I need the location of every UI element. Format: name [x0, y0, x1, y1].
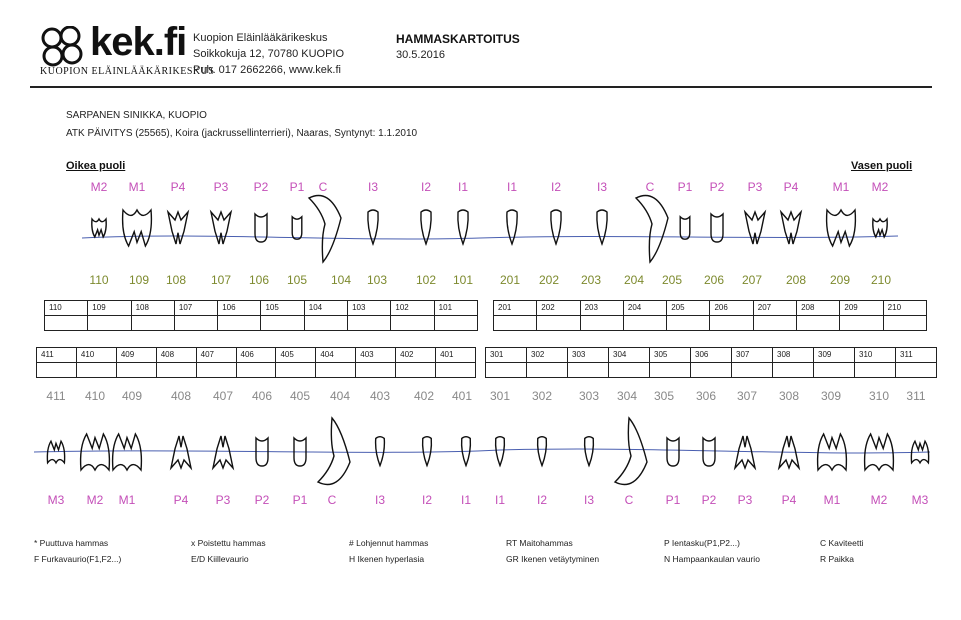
clinic-address: Soikkokuja 12, 70780 KUOPIO	[193, 48, 345, 60]
lower-type-label-15: P1	[665, 493, 681, 507]
upper-type-label-5: P1	[289, 180, 305, 194]
lower-type-label-5: P2	[254, 493, 270, 507]
upper-right-entry-101[interactable]	[434, 316, 477, 331]
upper-left-entry-203[interactable]	[580, 316, 623, 331]
lower-left-cell-304: 304	[609, 348, 650, 363]
lower-right-cell-404: 404	[316, 348, 356, 363]
legend-item-4-0: P Ientasku(P1,P2...)	[664, 538, 740, 548]
upper-type-label-4: P2	[253, 180, 269, 194]
upper-number-label-19: 210	[870, 273, 892, 287]
upper-type-label-7: I3	[367, 180, 378, 194]
upper-number-label-1: 109	[128, 273, 150, 287]
upper-left-cell-203: 203	[580, 301, 623, 316]
lower-right-entry-403[interactable]	[356, 363, 396, 378]
lower-number-label-15: 305	[653, 389, 675, 403]
lower-type-label-6: P1	[292, 493, 308, 507]
upper-left-cell-210: 210	[883, 301, 926, 316]
lower-right-entry-401[interactable]	[436, 363, 476, 378]
lower-tooth-310	[865, 434, 894, 470]
lower-tooth-408	[171, 436, 191, 468]
lower-left-entry-306[interactable]	[691, 363, 732, 378]
lower-tooth-305	[667, 438, 679, 466]
lower-tooth-304	[615, 418, 647, 485]
lower-right-cell-405: 405	[276, 348, 316, 363]
lower-type-label-12: I2	[536, 493, 547, 507]
legend-item-2-0: # Lohjennut hammas	[349, 538, 429, 548]
lower-right-entry-406[interactable]	[236, 363, 276, 378]
lower-number-label-12: 302	[531, 389, 553, 403]
lower-type-label-0: M3	[47, 493, 65, 507]
clinic-name: Kuopion Eläinlääkärikeskus	[193, 32, 328, 44]
upper-number-label-3: 107	[210, 273, 232, 287]
lower-type-label-9: I2	[421, 493, 432, 507]
lower-number-label-10: 401	[451, 389, 473, 403]
upper-left-cell-207: 207	[753, 301, 796, 316]
upper-left-cell-209: 209	[840, 301, 883, 316]
lower-type-label-21: M3	[911, 493, 929, 507]
upper-right-cell-105: 105	[261, 301, 304, 316]
lower-type-label-16: P2	[701, 493, 717, 507]
upper-tooth-105	[292, 217, 302, 239]
upper-type-label-2: P4	[170, 180, 186, 194]
lower-left-entry-304[interactable]	[609, 363, 650, 378]
lower-left-cell-302: 302	[527, 348, 568, 363]
upper-tooth-107	[211, 212, 231, 244]
lower-right-entry-402[interactable]	[396, 363, 436, 378]
lower-left-entry-310[interactable]	[855, 363, 896, 378]
upper-type-label-19: M2	[871, 180, 889, 194]
upper-right-entry-110[interactable]	[45, 316, 88, 331]
lower-number-label-13: 303	[578, 389, 600, 403]
lower-left-cell-301: 301	[486, 348, 527, 363]
lower-number-label-20: 310	[868, 389, 890, 403]
upper-number-label-8: 102	[415, 273, 437, 287]
lower-right-entry-407[interactable]	[196, 363, 236, 378]
lower-left-entry-302[interactable]	[527, 363, 568, 378]
upper-number-label-10: 201	[499, 273, 521, 287]
lower-number-label-7: 404	[329, 389, 351, 403]
lower-right-cell-409: 409	[116, 348, 156, 363]
upper-number-label-18: 209	[829, 273, 851, 287]
legend-item-5-1: R Paikka	[820, 554, 855, 564]
lower-right-entry-410[interactable]	[76, 363, 116, 378]
lower-type-label-3: P4	[173, 493, 189, 507]
lower-type-label-8: I3	[374, 493, 385, 507]
lower-tooth-307	[735, 436, 755, 468]
lower-right-cell-401: 401	[436, 348, 476, 363]
lower-left-cell-310: 310	[855, 348, 896, 363]
upper-left-entry-207[interactable]	[753, 316, 796, 331]
upper-type-label-13: C	[645, 180, 655, 194]
lower-left-entry-305[interactable]	[650, 363, 691, 378]
left-side-label: Vasen puoli	[851, 160, 913, 172]
lower-type-label-14: C	[624, 493, 634, 507]
upper-number-label-0: 110	[89, 273, 109, 287]
lower-number-label-11: 301	[489, 389, 511, 403]
upper-tooth-104	[309, 196, 341, 263]
upper-type-label-11: I2	[550, 180, 561, 194]
upper-right-cell-102: 102	[391, 301, 434, 316]
upper-left-entry-204[interactable]	[623, 316, 666, 331]
lower-tooth-302	[538, 437, 547, 466]
upper-left-entry-201[interactable]	[494, 316, 537, 331]
upper-right-entry-109[interactable]	[88, 316, 131, 331]
lower-tooth-407	[213, 436, 233, 468]
lower-tooth-402	[423, 437, 432, 466]
upper-type-label-0: M2	[90, 180, 108, 194]
lower-tooth-403	[376, 437, 385, 466]
lower-number-label-6: 405	[289, 389, 311, 403]
legend-item-4-1: N Hampaankaulan vaurio	[664, 554, 760, 564]
upper-tooth-210	[873, 219, 887, 237]
lower-right-cell-406: 406	[236, 348, 276, 363]
legend-item-2-1: H Ikenen hyperlasia	[349, 554, 425, 564]
upper-right-cell-108: 108	[131, 301, 174, 316]
document-date: 30.5.2016	[396, 49, 445, 61]
lower-type-label-1: M2	[86, 493, 104, 507]
lower-number-label-19: 309	[820, 389, 842, 403]
lower-tooth-306	[703, 438, 715, 466]
upper-number-label-2: 108	[165, 273, 187, 287]
legend-item-0-0: * Puuttuva hammas	[34, 538, 109, 548]
patient-owner: SARPANEN SINIKKA, KUOPIO	[66, 110, 207, 121]
upper-left-cell-201: 201	[494, 301, 537, 316]
upper-number-label-4: 106	[248, 273, 270, 287]
upper-type-label-15: P2	[709, 180, 725, 194]
upper-number-label-9: 101	[452, 273, 474, 287]
upper-left-cell-208: 208	[797, 301, 840, 316]
right-side-label: Oikea puoli	[66, 160, 126, 172]
upper-type-label-17: P4	[783, 180, 799, 194]
upper-tooth-203	[597, 210, 607, 244]
upper-right-entry-104[interactable]	[304, 316, 347, 331]
upper-tooth-209	[827, 210, 856, 246]
upper-right-cell-104: 104	[304, 301, 347, 316]
upper-tooth-201	[507, 210, 517, 244]
lower-type-label-7: C	[327, 493, 337, 507]
lower-tooth-303	[585, 437, 594, 466]
lower-left-cell-303: 303	[568, 348, 609, 363]
lower-left-table	[485, 347, 937, 378]
upper-right-cell-110: 110	[45, 301, 88, 316]
clinic-phone: Puh. 017 2662266, www.kek.fi	[193, 64, 341, 76]
lower-number-label-17: 307	[736, 389, 758, 403]
lower-left-entry-308[interactable]	[773, 363, 814, 378]
lower-number-label-14: 304	[616, 389, 638, 403]
upper-right-entry-106[interactable]	[218, 316, 261, 331]
upper-right-entry-102[interactable]	[391, 316, 434, 331]
lower-right-entry-409[interactable]	[116, 363, 156, 378]
upper-right-table	[44, 300, 478, 331]
upper-tooth-110	[92, 219, 106, 237]
lower-right-entry-411[interactable]	[37, 363, 77, 378]
lower-right-cell-403: 403	[356, 348, 396, 363]
lower-type-label-10: I1	[460, 493, 471, 507]
lower-right-entry-404[interactable]	[316, 363, 356, 378]
lower-number-label-2: 409	[121, 389, 143, 403]
lower-left-cell-309: 309	[814, 348, 855, 363]
lower-left-cell-306: 306	[691, 348, 732, 363]
lower-number-label-8: 403	[369, 389, 391, 403]
lower-left-cell-308: 308	[773, 348, 814, 363]
upper-left-table	[493, 300, 927, 331]
upper-left-cell-202: 202	[537, 301, 580, 316]
lower-type-label-4: P3	[215, 493, 231, 507]
lower-number-label-9: 402	[413, 389, 435, 403]
lower-left-cell-307: 307	[732, 348, 773, 363]
lower-right-cell-407: 407	[196, 348, 236, 363]
lower-right-entry-405[interactable]	[276, 363, 316, 378]
upper-right-entry-103[interactable]	[348, 316, 391, 331]
upper-left-cell-204: 204	[623, 301, 666, 316]
upper-type-label-8: I2	[420, 180, 431, 194]
lower-right-table	[36, 347, 476, 378]
upper-right-cell-106: 106	[218, 301, 261, 316]
patient-details: ATK PÄIVITYS (25565), Koira (jackrussellinterrieri), Naaras, Syntynyt: 1.1.2010	[66, 128, 418, 139]
upper-type-label-18: M1	[832, 180, 850, 194]
lower-right-cell-402: 402	[396, 348, 436, 363]
upper-type-label-14: P1	[677, 180, 693, 194]
upper-right-cell-109: 109	[88, 301, 131, 316]
upper-left-entry-202[interactable]	[537, 316, 580, 331]
upper-type-label-12: I3	[596, 180, 607, 194]
lower-number-label-0: 411	[46, 389, 66, 403]
lower-right-cell-410: 410	[76, 348, 116, 363]
lower-left-cell-311: 311	[896, 348, 937, 363]
upper-right-cell-101: 101	[434, 301, 477, 316]
upper-number-label-11: 202	[538, 273, 560, 287]
upper-tooth-108	[168, 212, 188, 244]
upper-left-entry-209[interactable]	[840, 316, 883, 331]
lower-tooth-410	[81, 434, 110, 470]
upper-left-entry-205[interactable]	[667, 316, 710, 331]
lower-type-label-13: I3	[583, 493, 594, 507]
lower-left-cell-305: 305	[650, 348, 691, 363]
upper-type-label-1: M1	[128, 180, 146, 194]
upper-number-label-12: 203	[580, 273, 602, 287]
upper-number-label-16: 207	[741, 273, 763, 287]
upper-type-label-10: I1	[506, 180, 517, 194]
logo-wordmark: kek.fi	[90, 20, 187, 64]
lower-type-label-11: I1	[494, 493, 505, 507]
lower-number-label-5: 406	[251, 389, 273, 403]
lower-number-label-1: 410	[84, 389, 106, 403]
lower-right-cell-411: 411	[37, 348, 77, 363]
lower-left-entry-311[interactable]	[896, 363, 937, 378]
legend-item-0-1: F Furkavaurio(F1,F2...)	[34, 554, 122, 564]
lower-left-entry-301[interactable]	[486, 363, 527, 378]
upper-number-label-17: 208	[785, 273, 807, 287]
upper-right-cell-103: 103	[348, 301, 391, 316]
lower-left-entry-307[interactable]	[732, 363, 773, 378]
lower-type-label-18: P4	[781, 493, 797, 507]
lower-left-entry-303[interactable]	[568, 363, 609, 378]
lower-tooth-404	[318, 418, 350, 485]
lower-number-label-18: 308	[778, 389, 800, 403]
upper-tooth-206	[711, 214, 723, 242]
upper-number-label-13: 204	[623, 273, 645, 287]
lower-number-label-3: 408	[170, 389, 192, 403]
upper-number-label-14: 205	[661, 273, 683, 287]
legend-item-1-0: x Poistettu hammas	[191, 538, 266, 548]
upper-right-entry-105[interactable]	[261, 316, 304, 331]
upper-left-entry-206[interactable]	[710, 316, 753, 331]
legend-item-1-1: E/D Kiillevaurio	[191, 554, 249, 564]
upper-tooth-207	[745, 212, 765, 244]
upper-tooth-208	[781, 212, 801, 244]
lower-type-label-17: P3	[737, 493, 753, 507]
lower-tooth-409	[113, 434, 142, 470]
upper-tooth-205	[680, 217, 690, 239]
upper-left-entry-210[interactable]	[883, 316, 926, 331]
upper-type-label-16: P3	[747, 180, 763, 194]
logo-subtitle: KUOPION ELÄINLÄÄKÄRIKESKUS	[40, 66, 215, 77]
legend-item-5-0: C Kaviteetti	[820, 538, 864, 548]
upper-gumline	[82, 236, 898, 239]
upper-left-cell-205: 205	[667, 301, 710, 316]
upper-left-entry-208[interactable]	[797, 316, 840, 331]
upper-number-label-5: 105	[286, 273, 308, 287]
upper-type-label-3: P3	[213, 180, 229, 194]
lower-right-entry-408[interactable]	[156, 363, 196, 378]
upper-number-label-15: 206	[703, 273, 725, 287]
upper-number-label-6: 104	[330, 273, 352, 287]
upper-right-entry-107[interactable]	[174, 316, 217, 331]
upper-type-label-6: C	[318, 180, 328, 194]
upper-tooth-106	[255, 214, 267, 242]
lower-tooth-301	[496, 437, 505, 466]
lower-type-label-20: M2	[870, 493, 888, 507]
upper-number-label-7: 103	[366, 273, 388, 287]
upper-tooth-109	[123, 210, 152, 246]
lower-number-label-21: 311	[906, 389, 926, 403]
lower-type-label-19: M1	[823, 493, 841, 507]
upper-tooth-202	[551, 210, 561, 244]
legend-item-3-1: GR Ikenen vetäytyminen	[506, 554, 600, 564]
upper-right-cell-107: 107	[174, 301, 217, 316]
lower-type-label-2: M1	[118, 493, 136, 507]
lower-number-label-16: 306	[695, 389, 717, 403]
upper-tooth-204	[636, 196, 668, 263]
document-title: HAMMASKARTOITUS	[396, 32, 520, 46]
lower-tooth-309	[818, 434, 847, 470]
lower-right-cell-408: 408	[156, 348, 196, 363]
upper-right-entry-108[interactable]	[131, 316, 174, 331]
lower-number-label-4: 407	[212, 389, 234, 403]
upper-type-label-9: I1	[457, 180, 468, 194]
upper-left-cell-206: 206	[710, 301, 753, 316]
legend-item-3-0: RT Maitohammas	[506, 538, 573, 548]
lower-left-entry-309[interactable]	[814, 363, 855, 378]
